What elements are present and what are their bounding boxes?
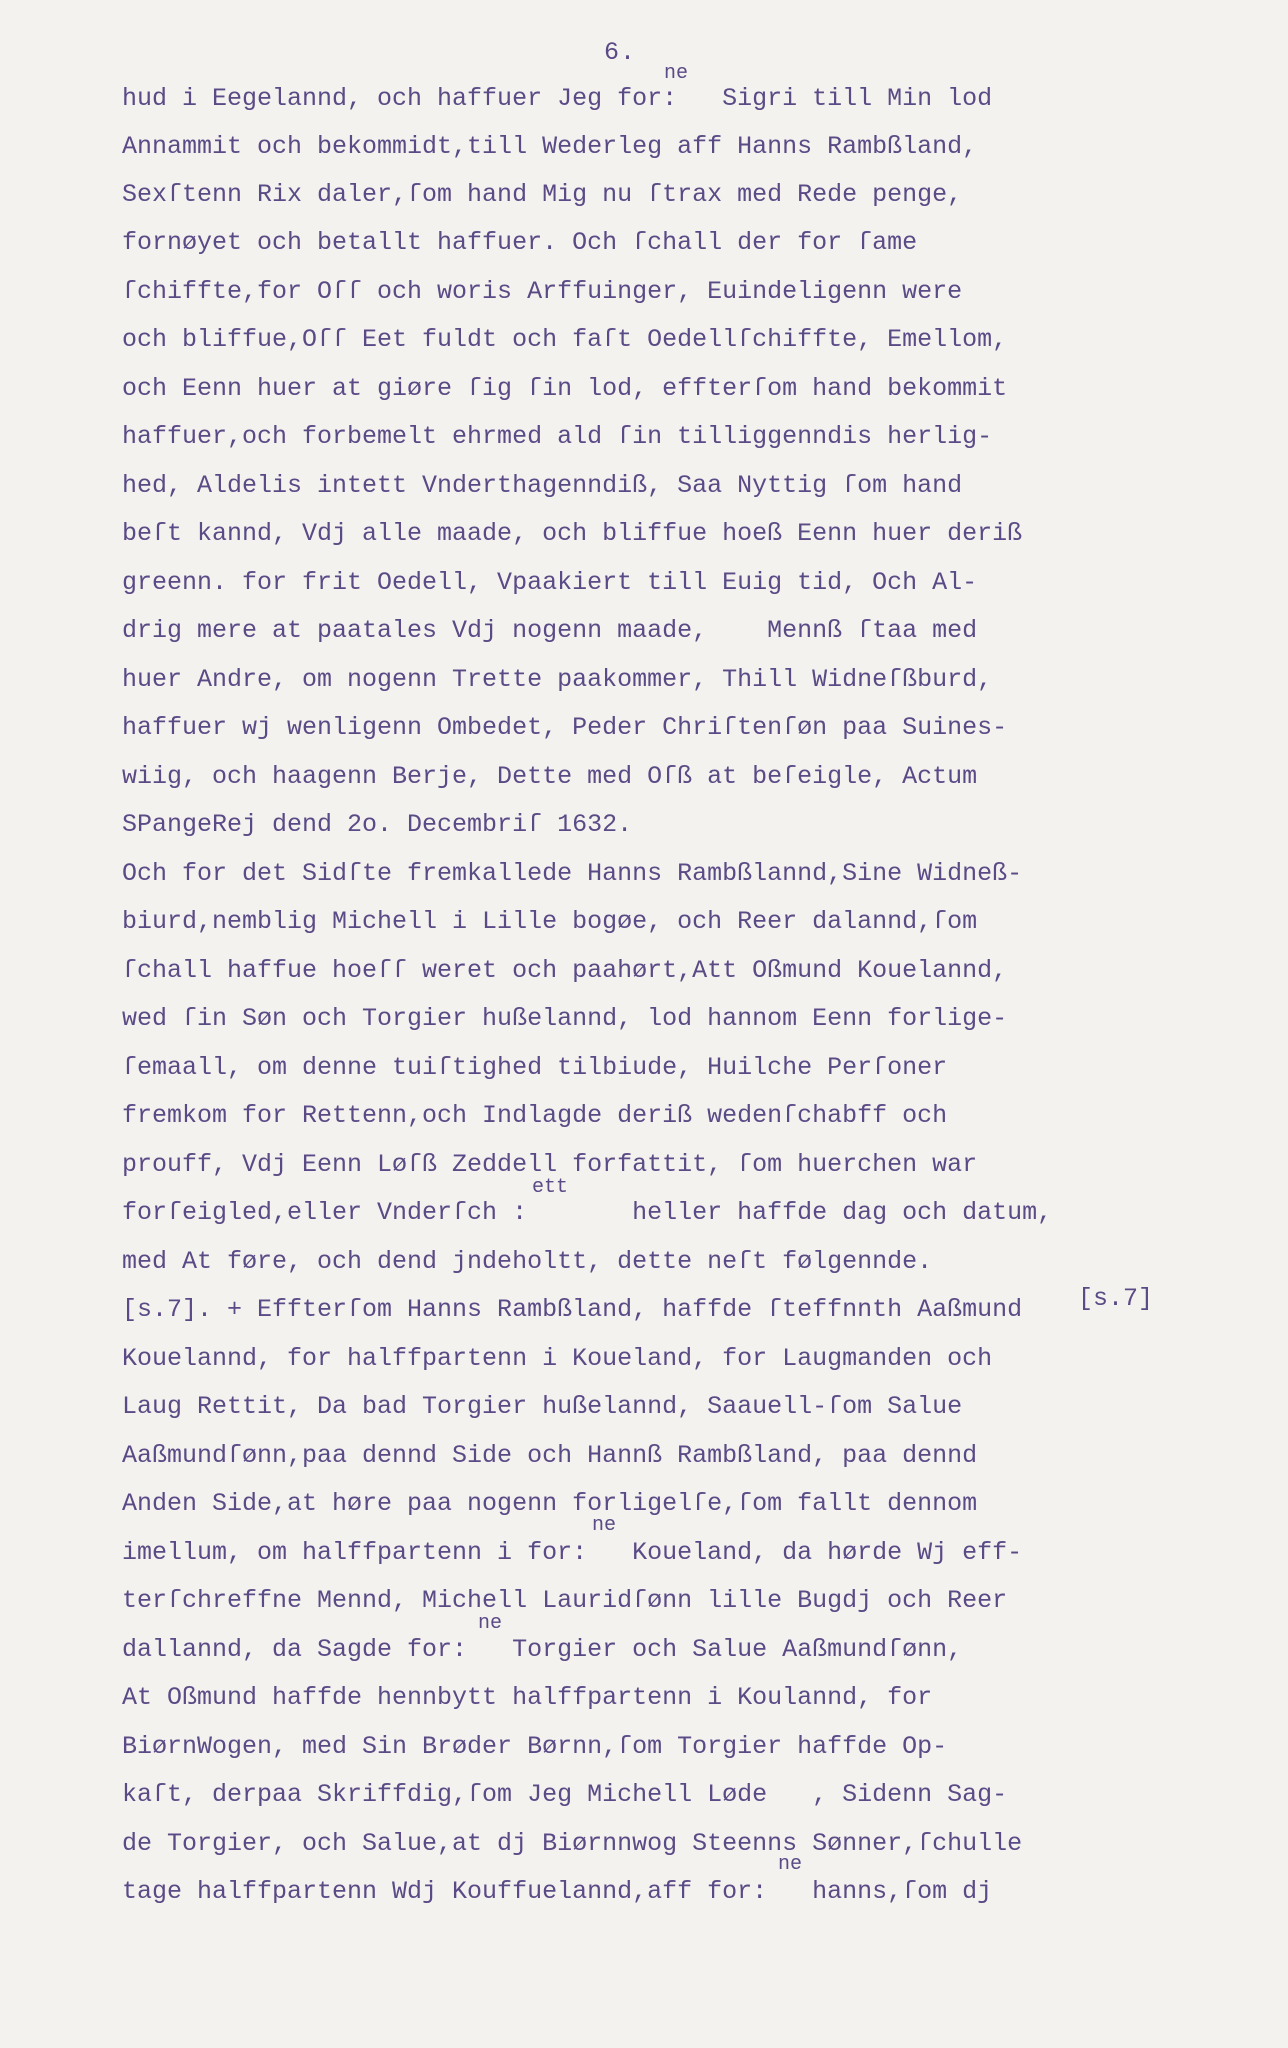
- text-line: hed, Aldelis intett Vnderthagenndiß, Saa Nyttig ſom hand: [122, 471, 963, 500]
- text-line: haffuer wj wenligenn Ombedet, Peder Chriſtenſøn paa Suines-: [122, 713, 1008, 742]
- text-line: ſemaall, om denne tuiſtighed tilbiude, Huilche Perſoner: [122, 1053, 948, 1082]
- text-line: fremkom for Rettenn,och Indlagde deriß wedenſchabff och: [122, 1101, 948, 1130]
- text-line: beſt kannd, Vdj alle maade, och bliffue hoeß Eenn huer deriß: [122, 519, 1023, 548]
- text-line: hud i Eegelannd, och haffuer Jeg for: Sigri till Min lod: [122, 84, 993, 113]
- text-line: wed ſin Søn och Torgier hußelannd, lod hannom Eenn forlige-: [122, 1004, 1008, 1033]
- interlinear-note: ne: [592, 1514, 617, 1537]
- text-line: prouff, Vdj Eenn Løſß Zeddell forfattit, ſom huerchen war: [122, 1150, 978, 1179]
- text-line: At Oßmund haffde hennbytt halffpartenn i Koulannd, for: [122, 1683, 933, 1712]
- text-line: forſeigled,eller Vnderſch : heller haffde dag och datum,: [122, 1198, 1053, 1227]
- text-line: de Torgier, och Salue,at dj Biørnnwog Steenns Sønner,ſchulle: [122, 1829, 1023, 1858]
- text-line: drig mere at paatales Vdj nogenn maade, Mennß ſtaa med: [122, 616, 978, 645]
- text-line: och bliffue,Oſſ Eet fuldt och faſt Oedellſchiffte, Emellom,: [122, 325, 1008, 354]
- text-line: och Eenn huer at giøre ſig ſin lod, effterſom hand bekommit: [122, 374, 1008, 403]
- text-line: kaſt, derpaa Skriffdig,ſom Jeg Michell Løde , Sidenn Sag-: [122, 1780, 1008, 1809]
- interlinear-note: ne: [478, 1612, 503, 1635]
- text-line: haffuer,och forbemelt ehrmed ald ſin tilliggenndis herlig-: [122, 422, 993, 451]
- text-line: Och for det Sidſte fremkallede Hanns Rambßlannd,Sine Widneß-: [122, 859, 1023, 888]
- text-line: wiig, och haagenn Berje, Dette med Oſß at beſeigle, Actum: [122, 762, 978, 791]
- page-number: 6.: [604, 38, 637, 67]
- text-line: BiørnWogen, med Sin Brøder Børnn,ſom Torgier haffde Op-: [122, 1732, 948, 1761]
- text-line: dallannd, da Sagde for: Torgier och Salue Aaßmundſønn,: [122, 1635, 963, 1664]
- text-line: terſchreffne Mennd, Michell Lauridſønn lille Bugdj och Reer: [122, 1586, 1008, 1615]
- interlinear-note: ne: [778, 1853, 803, 1876]
- interlinear-note: ett: [532, 1176, 569, 1199]
- text-line: Sexſtenn Rix daler,ſom hand Mig nu ſtrax med Rede penge,: [122, 180, 963, 209]
- text-line: huer Andre, om nogenn Trette paakommer, Thill Widneſßburd,: [122, 665, 993, 694]
- text-line: Annammit och bekommidt,till Wederleg aff Hanns Rambßland,: [122, 132, 978, 161]
- text-line: med At føre, och dend jndeholtt, dette neſt følgennde.: [122, 1247, 933, 1276]
- text-line: SPangeRej dend 2o. Decembriſ 1632.: [122, 810, 633, 839]
- text-line: Aaßmundſønn,paa dennd Side och Hannß Rambßland, paa dennd: [122, 1441, 978, 1470]
- text-line: fornøyet och betallt haffuer. Och ſchall der for ſame: [122, 228, 918, 257]
- text-line: ſchall haffue hoeſſ weret och paahørt,Att Oßmund Kouelannd,: [122, 956, 1008, 985]
- text-line: tage halffpartenn Wdj Kouffuelannd,aff for: hanns,ſom dj: [122, 1877, 993, 1906]
- margin-note: [s.7]: [1078, 1284, 1154, 1313]
- interlinear-note: ne: [664, 62, 689, 85]
- text-line: greenn. for frit Oedell, Vpaakiert till Euig tid, Och Al-: [122, 568, 978, 597]
- text-line: biurd,nemblig Michell i Lille bogøe, och Reer dalannd,ſom: [122, 907, 978, 936]
- text-line: Anden Side,at høre paa nogenn forligelſe,ſom fallt dennom: [122, 1489, 978, 1518]
- text-line: imellum, om halffpartenn i for: Koueland, da hørde Wj eff-: [122, 1538, 1023, 1567]
- text-line: ſchiffte,for Oſſ och woris Arffuinger, Euindeligenn were: [122, 277, 963, 306]
- text-line: Laug Rettit, Da bad Torgier hußelannd, Saauell-ſom Salue: [122, 1392, 963, 1421]
- text-line: Kouelannd, for halffpartenn i Koueland, for Laugmanden och: [122, 1344, 993, 1373]
- text-line: [s.7]. + Effterſom Hanns Rambßland, haffde ſteffnnth Aaßmund: [122, 1295, 1023, 1324]
